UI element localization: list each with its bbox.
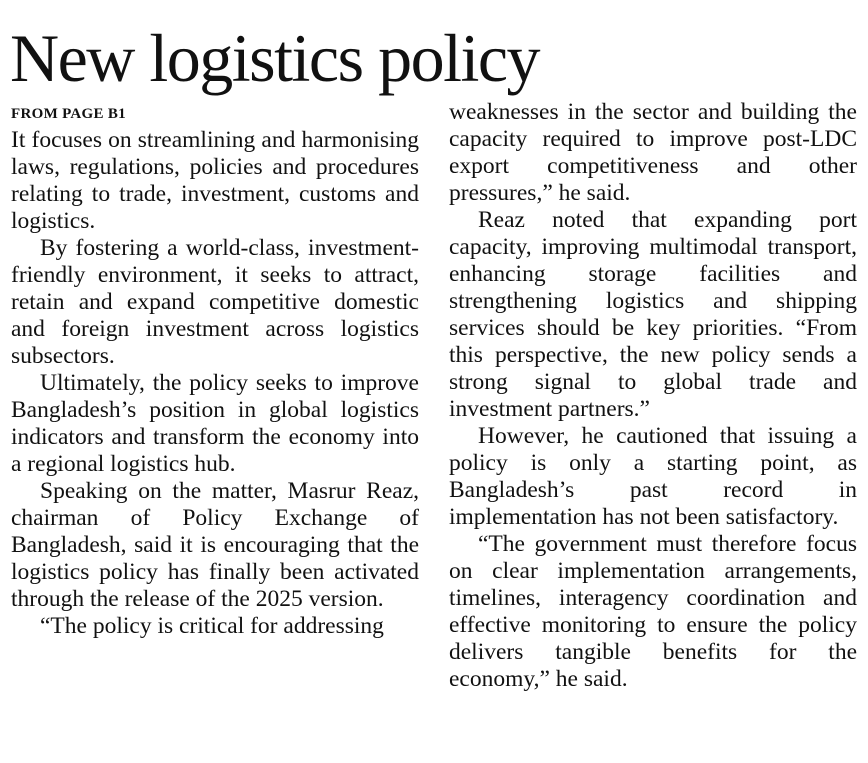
paragraph: Speaking on the matter, Masrur Reaz, chairman of Policy Exchange of Bangladesh, said it is encouraging that the logistics policy has finally been activated through the release of the 2025 version. — [11, 478, 419, 612]
paragraph: Reaz noted that expanding port capacity, improving multimodal transport, enhancing storage facilities and strengthening logistics and shipping services should be key priorities. “From this perspective, the new policy sends a strong signal to global trade and investment partners.” — [449, 207, 857, 422]
paragraph: weaknesses in the sector and building the capacity required to improve post-LDC export competitiveness and other pressures,” he said. — [449, 99, 857, 206]
paragraph: It focuses on streamlining and harmonising laws, regulations, policies and procedures relating to trade, investment, customs and logistics. — [11, 127, 419, 234]
paragraph: However, he cautioned that issuing a policy is only a starting point, as Bangladesh’s past record in implementation has not been satisfactory. — [449, 423, 857, 530]
paragraph: “The policy is critical for addressing — [40, 613, 384, 639]
article-column-right — [449, 99, 857, 693]
continuation-kicker: FROM PAGE B1 — [11, 106, 126, 122]
paragraph: Ultimately, the policy seeks to improve Bangladesh’s position in global logistics indicators and transform the economy into a regional logistics hub. — [11, 370, 419, 477]
paragraph: “The government must therefore focus on clear implementation arrangements, timelines, interagency coordination and effective monitoring to ensure the policy delivers tangible benefits for the economy,” he said. — [449, 531, 857, 692]
headline: New logistics policy — [10, 20, 540, 96]
paragraph: By fostering a world-class, investment-friendly environment, it seeks to attract, retain and expand competitive domestic and foreign investment across logistics subsectors. — [11, 235, 419, 369]
article-column-left — [11, 127, 419, 640]
